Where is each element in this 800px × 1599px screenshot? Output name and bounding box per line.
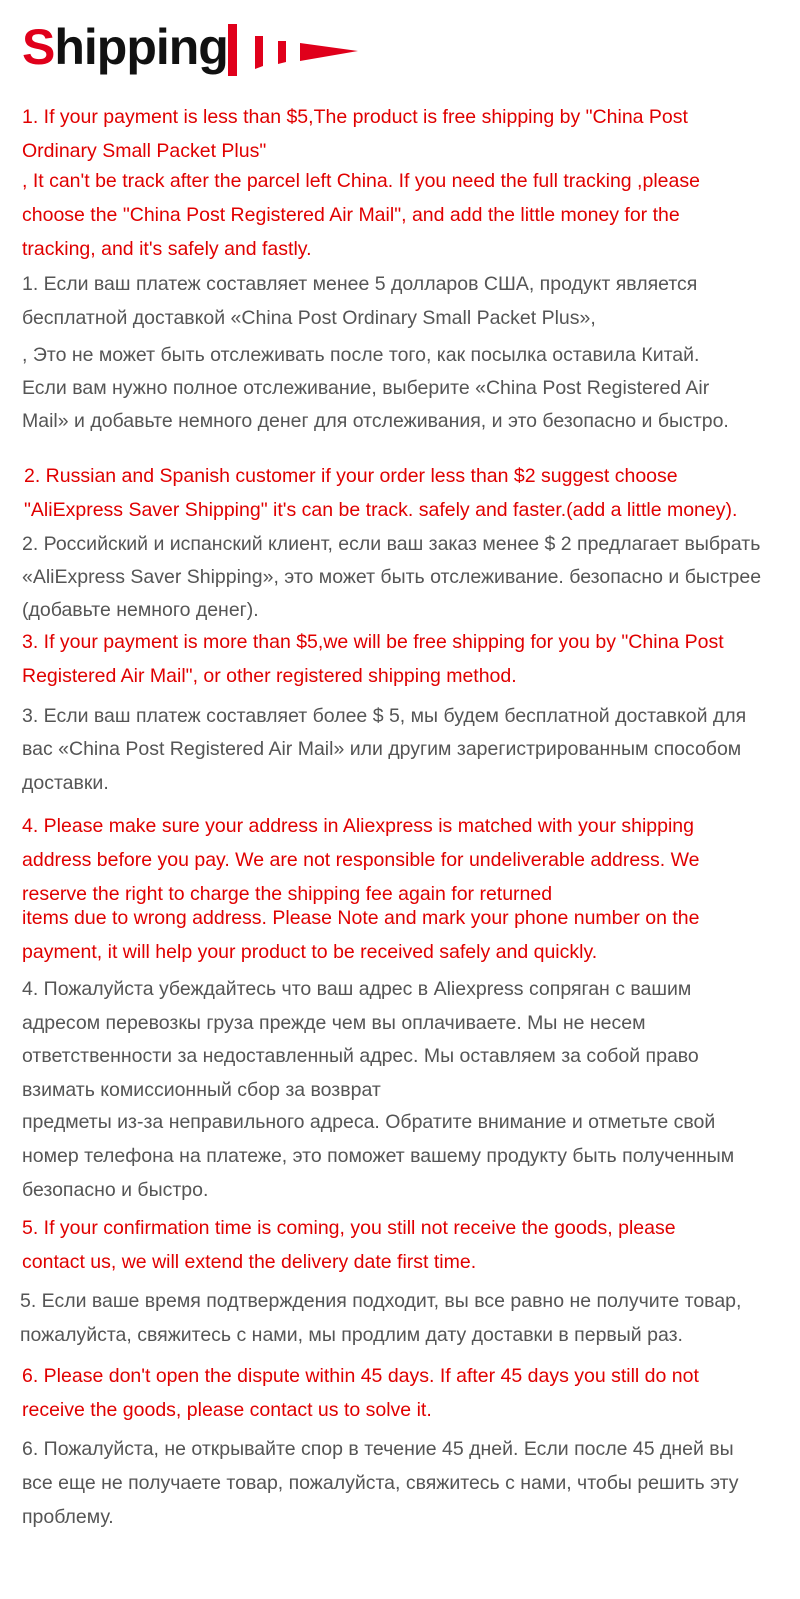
english-text-line: Registered Air Mail", or other registered shipping method.	[22, 665, 517, 687]
english-text-line: , It can't be track after the parcel left China. If you need the full tracking ,please	[22, 170, 700, 192]
russian-text-line: номер телефона на платеже, это поможет вашему продукту быть полученным	[22, 1145, 735, 1167]
english-text-line: "AliExpress Saver Shipping" it's can be track. safely and faster.(add a little money).	[24, 499, 738, 521]
russian-text-line: доставки.	[22, 772, 109, 794]
english-text-line: Ordinary Small Packet Plus"	[22, 140, 267, 162]
english-text-line: receive the goods, please contact us to solve it.	[22, 1399, 432, 1421]
russian-text-line: вас «China Post Registered Air Mail» или другим зарегистрированным способом	[22, 738, 742, 760]
english-text-line: 3. If your payment is more than $5,we will be free shipping for you by "China Post	[22, 631, 724, 653]
page-title: Shipping	[22, 19, 228, 75]
russian-text-line: пожалуйста, свяжитесь с нами, мы продлим дату доставки в первый раз.	[20, 1324, 683, 1346]
russian-text-line: 4. Пожалуйста убеждайтесь что ваш адрес в Aliexpress сопряган с вашим	[22, 978, 692, 1000]
english-text-line: address before you pay. We are not responsible for undeliverable address. We	[22, 849, 700, 871]
english-text-line: payment, it will help your product to be received safely and quickly.	[22, 941, 598, 963]
english-text-line: contact us, we will extend the delivery date first time.	[22, 1251, 477, 1273]
english-text-line: tracking, and it's safely and fastly.	[22, 238, 312, 260]
russian-text-line: ответственности за недоставленный адрес. Мы оставляем за собой право	[22, 1045, 699, 1067]
russian-text-line: все еще не получаете товар, пожалуйста, свяжитесь с нами, чтобы решить эту	[22, 1472, 739, 1494]
russian-text-line: «AliExpress Saver Shipping», это может быть отслеживание. безопасно и быстрее	[22, 566, 762, 588]
russian-text-line: проблему.	[22, 1506, 114, 1528]
russian-text-line: бесплатной доставкой «China Post Ordinary Small Packet Plus»,	[22, 307, 596, 329]
english-text-line: 6. Please don't open the dispute within 45 days. If after 45 days you still do not	[22, 1365, 699, 1387]
english-text-line: 4. Please make sure your address in Aliexpress is matched with your shipping	[22, 815, 694, 837]
english-text-line: 1. If your payment is less than $5,The product is free shipping by "China Post	[22, 106, 688, 128]
russian-text-line: предметы из-за неправильного адреса. Обратите внимание и отметьте свой	[22, 1111, 716, 1133]
russian-text-line: безопасно и быстро.	[22, 1179, 209, 1201]
russian-text-line: 2. Российский и испанский клиент, если ваш заказ менее $ 2 предлагает выбрать	[22, 533, 761, 555]
english-text-line: reserve the right to charge the shipping fee again for returned	[22, 883, 553, 905]
russian-text-line: Mail» и добавьте немного денег для отслеживания, и это безопасно и быстро.	[22, 410, 729, 432]
russian-text-line: 5. Если ваше время подтверждения подходит, вы все равно не получите товар,	[20, 1290, 742, 1312]
russian-text-line: взимать комиссионный сбор за возврат	[22, 1079, 381, 1101]
english-text-line: 5. If your confirmation time is coming, you still not receive the goods, please	[22, 1217, 676, 1239]
english-text-line: items due to wrong address. Please Note and mark your phone number on the	[22, 907, 700, 929]
russian-text-line: (добавьте немного денег).	[22, 599, 259, 621]
russian-text-line: 6. Пожалуйста, не открывайте спор в течение 45 дней. Если после 45 дней вы	[22, 1438, 734, 1460]
english-text-line: choose the "China Post Registered Air Mail", and add the little money for the	[22, 204, 680, 226]
russian-text-line: адресом перевозкы груза прежде чем вы оплачиваете. Мы не несем	[22, 1012, 646, 1034]
russian-text-line: 3. Если ваш платеж составляет более $ 5, мы будем бесплатной доставкой для	[22, 705, 747, 727]
english-text-line: 2. Russian and Spanish customer if your order less than $2 suggest choose	[24, 465, 678, 487]
russian-text-line: Если вам нужно полное отслеживание, выберите «China Post Registered Air	[22, 377, 710, 399]
russian-text-line: , Это не может быть отслеживать после того, как посылка оставила Китай.	[22, 344, 700, 366]
russian-text-line: 1. Если ваш платеж составляет менее 5 долларов США, продукт является	[22, 273, 698, 295]
red-arrows-icon	[228, 24, 358, 76]
